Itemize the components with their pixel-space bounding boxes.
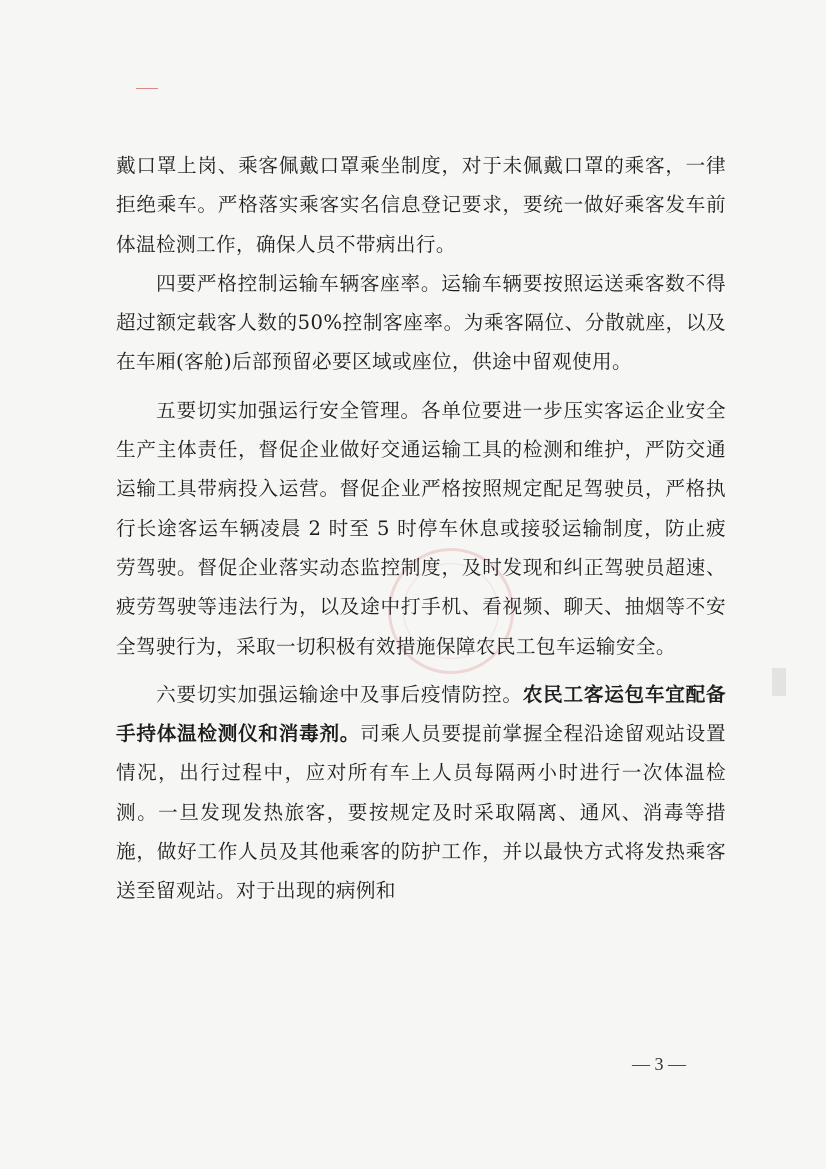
- paragraph-4: [116, 675, 726, 911]
- paragraph-4-lead: 六要切实加强运输途中及事后疫情防控。: [156, 682, 523, 706]
- top-margin-mark: [136, 88, 158, 89]
- scan-edge-mark: [772, 668, 786, 696]
- paragraph-1: 戴口罩上岗、乘客佩戴口罩乘坐制度，对于未佩戴口罩的乘客，一律拒绝乘车。严格落实乘客实名信息登记要求，要统一做好乘客发车前体温检测工作，确保人员不带病出行。: [116, 154, 726, 256]
- paragraph-3: 五要切实加强运行安全管理。各单位要进一步压实客运企业安全生产主体责任，督促企业做好交通运输工具的检测和维护，严防交通运输工具带病投入运营。督促企业严格按照规定配足驾驶员，严格执行长途客运车辆凌晨 2 时至 5 时停车休息或接驳运输制度，防止疲劳驾驶。督促企业落实动态监控制度，及时发现和纠正驾驶员超速、疲劳驾驶等违法行为，以及途中打手机、看视频、聊天、抽烟等不安全驾驶行为，采取一切积极有效措施保障农民工包车运输安全。: [116, 398, 726, 658]
- page-number: — 3 —: [632, 1054, 686, 1074]
- paragraph-4-bold: 农民工客运包车宜配备手持体温检测仪和消毒剂。: [116, 682, 727, 746]
- paragraph-2: 四要严格控制运输车辆客座率。运输车辆要按照运送乘客数不得超过额定载客人数的50%控制客座率。为乘客隔位、分散就座，以及在车厢(客舱)后部预留必要区域或座位，供途中留观使用。: [116, 271, 726, 374]
- paragraph-4-rest: 司乘人员要提前掌握全程沿途留观站设置情况，出行过程中，应对所有车上人员每隔两小时进行一次体温检测。一旦发现发热旅客，要按规定及时采取隔离、通风、消毒等措施，做好工作人员及其他乘客的防护工作，并以最快方式将发热乘客送至留观站。对于出现的病例和: [116, 722, 726, 903]
- body-text: [116, 146, 726, 911]
